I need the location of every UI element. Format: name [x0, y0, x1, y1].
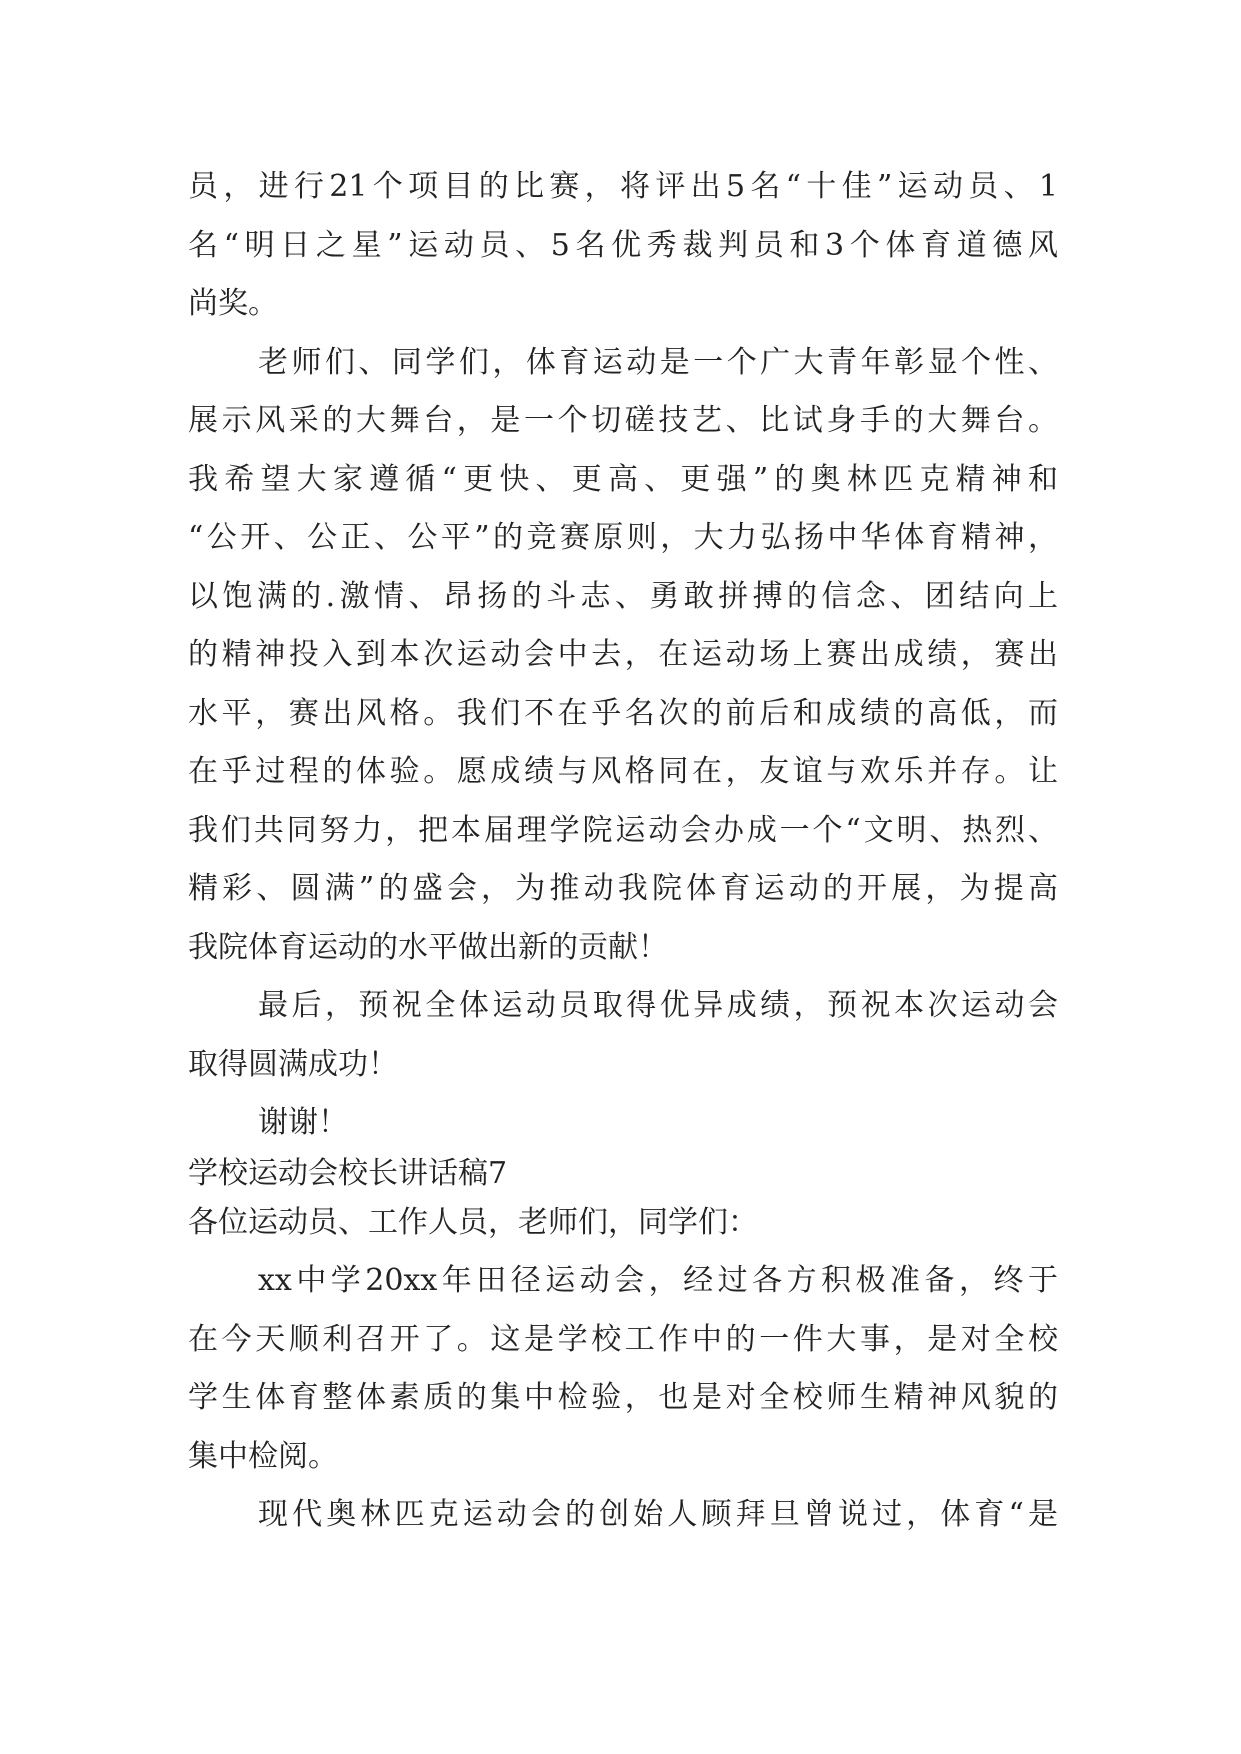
text-line: 学生体育整体素质的集中检验，也是对全校师生精神风貌的: [188, 1380, 1058, 1415]
paragraph-start-line: 老师们、同学们，体育运动是一个广大青年彰显个性、: [258, 344, 1058, 380]
text-line: 名“明日之星”运动员、5名优秀裁判员和3个体育道德风: [188, 227, 1058, 263]
salutation-line: 各位运动员、工作人员，老师们，同学们：: [188, 1204, 758, 1240]
document-body: [188, 158, 1058, 1545]
paragraph-start-line: 现代奥林匹克运动会的创始人顾拜旦曾说过，体育“是: [258, 1497, 1058, 1532]
text-line: 员，进行21个项目的比赛，将评出5名“十佳”运动员、1: [188, 169, 1058, 204]
text-line: 精彩、圆满”的盛会，为推动我院体育运动的开展，为提高: [188, 871, 1058, 906]
text-line: 尚奖。: [188, 286, 278, 321]
text-line: 在乎过程的体验。愿成绩与风格同在，友谊与欢乐并存。让: [188, 754, 1058, 789]
text-line: 的精神投入到本次运动会中去，在运动场上赛出成绩，赛出: [188, 637, 1058, 672]
text-line: 取得圆满成功！: [188, 1046, 398, 1082]
text-line: 以饱满的.激情、昂扬的斗志、勇敢拼搏的信念、团结向上: [188, 578, 1058, 614]
closing-line: 谢谢！: [258, 1105, 348, 1140]
text-line: “公开、公正、公平”的竞赛原则，大力弘扬中华体育精神，: [188, 520, 1058, 555]
text-line: 集中检阅。: [188, 1438, 338, 1474]
paragraph-start-line: xx中学20xx年田径运动会，经过各方积极准备，终于: [258, 1263, 1058, 1298]
text-line: 我希望大家遵循“更快、更高、更强”的奥林匹克精神和: [188, 461, 1058, 497]
paragraph-start-line: 最后，预祝全体运动员取得优异成绩，预祝本次运动会: [258, 988, 1058, 1023]
text-line: 我院体育运动的水平做出新的贡献！: [188, 929, 668, 965]
text-line: 展示风采的大舞台，是一个切磋技艺、比试身手的大舞台。: [188, 403, 1058, 438]
text-line: 在今天顺利召开了。这是学校工作中的一件大事，是对全校: [188, 1321, 1058, 1357]
section-title: 学校运动会校长讲话稿7: [188, 1155, 508, 1191]
text-line: 我们共同努力，把本届理学院运动会办成一个“文明、热烈、: [188, 812, 1058, 848]
text-line: 水平，赛出风格。我们不在乎名次的前后和成绩的高低，而: [188, 695, 1058, 731]
